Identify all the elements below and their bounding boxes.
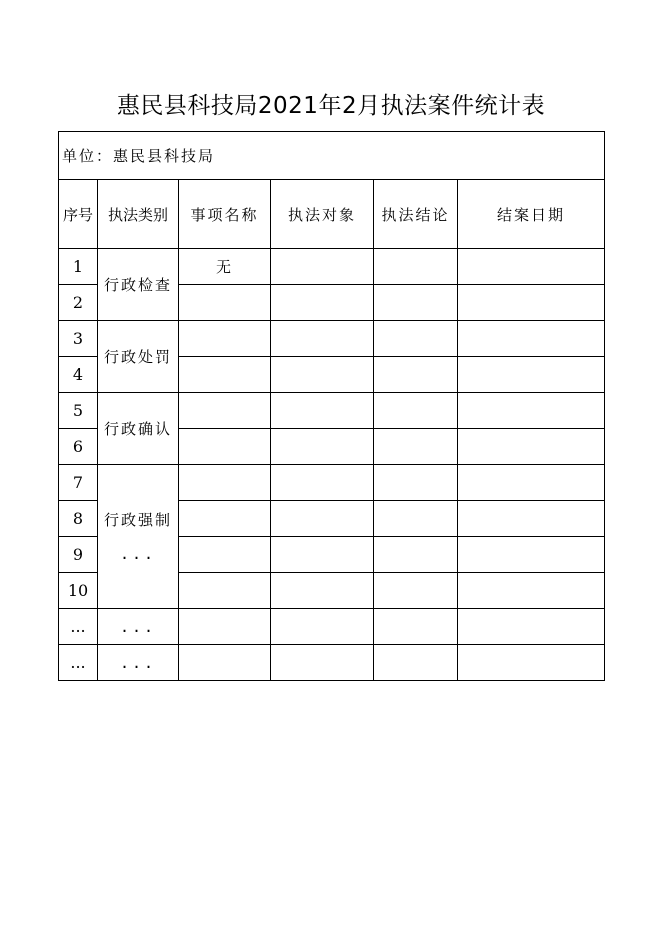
row-category: ... (98, 609, 179, 645)
row-close-date (458, 285, 605, 321)
row-item-name (179, 537, 271, 573)
row-close-date (458, 609, 605, 645)
row-conclusion (374, 393, 458, 429)
row-target (271, 645, 374, 681)
row-item-name (179, 429, 271, 465)
row-seq: 4 (59, 357, 98, 393)
row-item-name (179, 645, 271, 681)
row-target (271, 609, 374, 645)
row-conclusion (374, 501, 458, 537)
row-conclusion (374, 573, 458, 609)
row-close-date (458, 357, 605, 393)
row-target (271, 537, 374, 573)
category-confirmation: 行政确认 (98, 393, 179, 465)
row-item-name: 无 (179, 249, 271, 285)
row-close-date (458, 501, 605, 537)
row-seq: 8 (59, 501, 98, 537)
row-conclusion (374, 645, 458, 681)
header-close-date: 结案日期 (458, 180, 605, 249)
category-enforcement (98, 465, 179, 609)
header-category: 执法类别 (98, 180, 179, 249)
header-target: 执法对象 (271, 180, 374, 249)
table-row (59, 609, 605, 645)
row-close-date (458, 537, 605, 573)
row-target (271, 501, 374, 537)
row-conclusion (374, 285, 458, 321)
row-category: ... (98, 645, 179, 681)
row-target (271, 573, 374, 609)
row-conclusion (374, 321, 458, 357)
header-item-name: 事项名称 (179, 180, 271, 249)
row-target (271, 393, 374, 429)
row-seq: 9 (59, 537, 98, 573)
row-conclusion (374, 357, 458, 393)
row-seq: 3 (59, 321, 98, 357)
unit-row (59, 132, 605, 180)
row-target (271, 249, 374, 285)
row-item-name (179, 501, 271, 537)
row-seq: 6 (59, 429, 98, 465)
row-close-date (458, 465, 605, 501)
row-target (271, 465, 374, 501)
category-inspection: 行政检查 (98, 249, 179, 321)
row-item-name (179, 573, 271, 609)
row-seq: 7 (59, 465, 98, 501)
row-close-date (458, 573, 605, 609)
category-enforcement-label: 行政强制 (103, 510, 172, 529)
header-row (59, 180, 605, 249)
row-seq: 2 (59, 285, 98, 321)
table-row (59, 249, 605, 285)
row-conclusion (374, 537, 458, 573)
row-seq: 10 (59, 573, 98, 609)
table-row (59, 465, 605, 501)
row-close-date (458, 429, 605, 465)
row-close-date (458, 645, 605, 681)
row-target (271, 357, 374, 393)
table-row (59, 321, 605, 357)
table-row (59, 393, 605, 429)
table-row (59, 645, 605, 681)
category-enforcement-ellipsis: ... (119, 544, 157, 563)
row-item-name (179, 465, 271, 501)
case-statistics-table (58, 131, 605, 681)
row-seq: ... (59, 609, 98, 645)
header-seq: 序号 (59, 180, 98, 249)
header-conclusion: 执法结论 (374, 180, 458, 249)
row-close-date (458, 249, 605, 285)
page-title: 惠民县科技局2021年2月执法案件统计表 (116, 93, 546, 119)
unit-label: 单位：惠民县科技局 (59, 132, 605, 180)
row-item-name (179, 285, 271, 321)
row-target (271, 321, 374, 357)
category-penalty: 行政处罚 (98, 321, 179, 393)
row-item-name (179, 393, 271, 429)
row-seq: 5 (59, 393, 98, 429)
row-close-date (458, 321, 605, 357)
row-seq: 1 (59, 249, 98, 285)
row-conclusion (374, 429, 458, 465)
row-item-name (179, 357, 271, 393)
row-close-date (458, 393, 605, 429)
row-seq: ... (59, 645, 98, 681)
row-item-name (179, 321, 271, 357)
row-conclusion (374, 249, 458, 285)
row-conclusion (374, 609, 458, 645)
row-target (271, 285, 374, 321)
row-target (271, 429, 374, 465)
row-conclusion (374, 465, 458, 501)
row-item-name (179, 609, 271, 645)
